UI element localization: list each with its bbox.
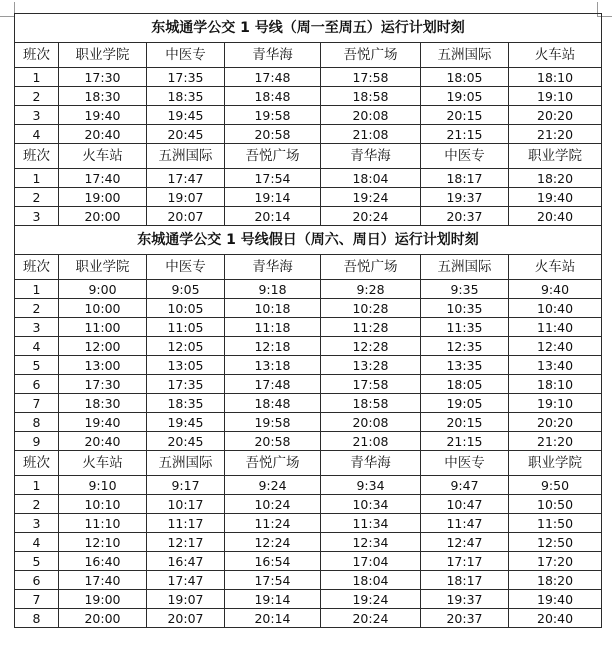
column-header: 青华海 [321, 144, 421, 169]
column-header: 火车站 [59, 451, 147, 476]
departure-time-cell: 18:05 [421, 68, 509, 87]
departure-time-cell: 19:58 [225, 106, 321, 125]
departure-time-cell: 20:24 [321, 609, 421, 628]
departure-time-cell: 13:05 [147, 356, 225, 375]
trip-number-cell: 3 [15, 514, 59, 533]
departure-time-cell: 18:04 [321, 571, 421, 590]
table-row [15, 169, 602, 188]
timetable-body [15, 14, 602, 628]
departure-time-cell: 20:20 [509, 106, 602, 125]
departure-time-cell: 12:47 [421, 533, 509, 552]
departure-time-cell: 10:28 [321, 299, 421, 318]
departure-time-cell: 9:24 [225, 476, 321, 495]
departure-time-cell: 11:47 [421, 514, 509, 533]
trip-number-cell: 5 [15, 552, 59, 571]
trip-number-cell: 4 [15, 125, 59, 144]
table-row [15, 87, 602, 106]
column-header: 中医专 [421, 144, 509, 169]
table-row [15, 514, 602, 533]
departure-time-cell: 11:28 [321, 318, 421, 337]
departure-time-cell: 20:20 [509, 413, 602, 432]
section-title-row [15, 14, 602, 43]
trip-number-cell: 2 [15, 495, 59, 514]
departure-time-cell: 20:00 [59, 609, 147, 628]
departure-time-cell: 20:45 [147, 125, 225, 144]
column-header: 五洲国际 [421, 43, 509, 68]
departure-time-cell: 19:14 [225, 590, 321, 609]
departure-time-cell: 17:54 [225, 571, 321, 590]
departure-time-cell: 20:15 [421, 413, 509, 432]
departure-time-cell: 21:20 [509, 125, 602, 144]
departure-time-cell: 9:40 [509, 280, 602, 299]
trip-number-cell: 7 [15, 590, 59, 609]
departure-time-cell: 16:40 [59, 552, 147, 571]
departure-time-cell: 10:47 [421, 495, 509, 514]
trip-number-cell: 8 [15, 609, 59, 628]
departure-time-cell: 17:20 [509, 552, 602, 571]
departure-time-cell: 18:04 [321, 169, 421, 188]
departure-time-cell: 17:35 [147, 68, 225, 87]
departure-time-cell: 17:48 [225, 68, 321, 87]
table-row [15, 188, 602, 207]
departure-time-cell: 12:00 [59, 337, 147, 356]
departure-time-cell: 18:10 [509, 68, 602, 87]
departure-time-cell: 19:45 [147, 413, 225, 432]
departure-time-cell: 11:05 [147, 318, 225, 337]
column-header: 青华海 [321, 451, 421, 476]
departure-time-cell: 12:34 [321, 533, 421, 552]
section-title: 东城通学公交 1 号线假日（周六、周日）运行计划时刻 [15, 226, 602, 255]
departure-time-cell: 18:48 [225, 87, 321, 106]
departure-time-cell: 21:08 [321, 432, 421, 451]
departure-time-cell: 18:58 [321, 87, 421, 106]
table-row [15, 394, 602, 413]
trip-number-cell: 4 [15, 533, 59, 552]
trip-number-cell: 1 [15, 68, 59, 87]
table-row [15, 318, 602, 337]
departure-time-cell: 11:24 [225, 514, 321, 533]
column-header: 班次 [15, 144, 59, 169]
departure-time-cell: 18:48 [225, 394, 321, 413]
departure-time-cell: 17:58 [321, 375, 421, 394]
departure-time-cell: 19:40 [509, 188, 602, 207]
departure-time-cell: 18:35 [147, 394, 225, 413]
column-header: 火车站 [59, 144, 147, 169]
departure-time-cell: 12:18 [225, 337, 321, 356]
departure-time-cell: 19:58 [225, 413, 321, 432]
departure-time-cell: 12:40 [509, 337, 602, 356]
departure-time-cell: 20:08 [321, 106, 421, 125]
departure-time-cell: 12:50 [509, 533, 602, 552]
departure-time-cell: 20:45 [147, 432, 225, 451]
trip-number-cell: 4 [15, 337, 59, 356]
departure-time-cell: 12:10 [59, 533, 147, 552]
departure-time-cell: 17:40 [59, 169, 147, 188]
departure-time-cell: 11:50 [509, 514, 602, 533]
table-row [15, 337, 602, 356]
departure-time-cell: 19:10 [509, 87, 602, 106]
departure-time-cell: 20:40 [59, 432, 147, 451]
departure-time-cell: 17:54 [225, 169, 321, 188]
table-row [15, 590, 602, 609]
column-header: 吾悦广场 [225, 451, 321, 476]
departure-time-cell: 12:05 [147, 337, 225, 356]
departure-time-cell: 10:18 [225, 299, 321, 318]
trip-number-cell: 3 [15, 318, 59, 337]
departure-time-cell: 10:17 [147, 495, 225, 514]
trip-number-cell: 1 [15, 169, 59, 188]
table-row [15, 356, 602, 375]
column-header: 中医专 [147, 255, 225, 280]
column-header-row [15, 451, 602, 476]
column-header: 中医专 [421, 451, 509, 476]
column-header: 班次 [15, 43, 59, 68]
departure-time-cell: 10:50 [509, 495, 602, 514]
departure-time-cell: 10:34 [321, 495, 421, 514]
departure-time-cell: 17:17 [421, 552, 509, 571]
departure-time-cell: 19:00 [59, 188, 147, 207]
departure-time-cell: 11:10 [59, 514, 147, 533]
departure-time-cell: 20:07 [147, 609, 225, 628]
departure-time-cell: 19:37 [421, 590, 509, 609]
departure-time-cell: 19:24 [321, 188, 421, 207]
table-row [15, 299, 602, 318]
departure-time-cell: 10:10 [59, 495, 147, 514]
trip-number-cell: 1 [15, 476, 59, 495]
departure-time-cell: 13:40 [509, 356, 602, 375]
table-row [15, 533, 602, 552]
departure-time-cell: 17:48 [225, 375, 321, 394]
departure-time-cell: 20:24 [321, 207, 421, 226]
departure-time-cell: 19:05 [421, 87, 509, 106]
departure-time-cell: 16:54 [225, 552, 321, 571]
column-header: 五洲国际 [147, 451, 225, 476]
section-title: 东城通学公交 1 号线（周一至周五）运行计划时刻 [15, 14, 602, 43]
departure-time-cell: 11:35 [421, 318, 509, 337]
departure-time-cell: 20:40 [509, 207, 602, 226]
departure-time-cell: 19:10 [509, 394, 602, 413]
column-header: 青华海 [225, 43, 321, 68]
column-header-row [15, 144, 602, 169]
departure-time-cell: 9:50 [509, 476, 602, 495]
departure-time-cell: 20:08 [321, 413, 421, 432]
column-header: 青华海 [225, 255, 321, 280]
table-row [15, 609, 602, 628]
departure-time-cell: 20:40 [59, 125, 147, 144]
departure-time-cell: 9:17 [147, 476, 225, 495]
table-row [15, 495, 602, 514]
table-row [15, 68, 602, 87]
departure-time-cell: 18:10 [509, 375, 602, 394]
departure-time-cell: 21:15 [421, 432, 509, 451]
departure-time-cell: 20:07 [147, 207, 225, 226]
departure-time-cell: 11:18 [225, 318, 321, 337]
bus-timetable [14, 13, 602, 628]
departure-time-cell: 19:00 [59, 590, 147, 609]
departure-time-cell: 18:20 [509, 571, 602, 590]
departure-time-cell: 17:47 [147, 169, 225, 188]
departure-time-cell: 9:10 [59, 476, 147, 495]
departure-time-cell: 18:30 [59, 87, 147, 106]
departure-time-cell: 20:58 [225, 432, 321, 451]
departure-time-cell: 9:05 [147, 280, 225, 299]
table-row [15, 476, 602, 495]
departure-time-cell: 16:47 [147, 552, 225, 571]
departure-time-cell: 19:24 [321, 590, 421, 609]
departure-time-cell: 19:05 [421, 394, 509, 413]
departure-time-cell: 10:35 [421, 299, 509, 318]
trip-number-cell: 6 [15, 375, 59, 394]
departure-time-cell: 17:30 [59, 68, 147, 87]
departure-time-cell: 21:15 [421, 125, 509, 144]
departure-time-cell: 17:58 [321, 68, 421, 87]
trip-number-cell: 2 [15, 188, 59, 207]
trip-number-cell: 8 [15, 413, 59, 432]
departure-time-cell: 9:00 [59, 280, 147, 299]
column-header-row [15, 43, 602, 68]
departure-time-cell: 20:40 [509, 609, 602, 628]
trip-number-cell: 9 [15, 432, 59, 451]
departure-time-cell: 11:40 [509, 318, 602, 337]
departure-time-cell: 12:17 [147, 533, 225, 552]
table-row [15, 375, 602, 394]
departure-time-cell: 19:40 [59, 106, 147, 125]
table-row [15, 125, 602, 144]
trip-number-cell: 2 [15, 299, 59, 318]
departure-time-cell: 19:40 [509, 590, 602, 609]
page-corner-mark-left [0, 2, 15, 17]
departure-time-cell: 17:47 [147, 571, 225, 590]
trip-number-cell: 1 [15, 280, 59, 299]
column-header: 火车站 [509, 43, 602, 68]
departure-time-cell: 11:17 [147, 514, 225, 533]
departure-time-cell: 18:17 [421, 571, 509, 590]
departure-time-cell: 18:58 [321, 394, 421, 413]
departure-time-cell: 17:40 [59, 571, 147, 590]
departure-time-cell: 11:00 [59, 318, 147, 337]
column-header: 火车站 [509, 255, 602, 280]
departure-time-cell: 20:58 [225, 125, 321, 144]
column-header: 班次 [15, 451, 59, 476]
departure-time-cell: 18:05 [421, 375, 509, 394]
departure-time-cell: 13:18 [225, 356, 321, 375]
departure-time-cell: 20:14 [225, 207, 321, 226]
departure-time-cell: 20:15 [421, 106, 509, 125]
column-header: 班次 [15, 255, 59, 280]
column-header: 职业学院 [59, 255, 147, 280]
departure-time-cell: 19:07 [147, 188, 225, 207]
trip-number-cell: 5 [15, 356, 59, 375]
column-header: 职业学院 [509, 451, 602, 476]
trip-number-cell: 3 [15, 106, 59, 125]
column-header: 吾悦广场 [225, 144, 321, 169]
departure-time-cell: 12:24 [225, 533, 321, 552]
departure-time-cell: 19:14 [225, 188, 321, 207]
departure-time-cell: 17:30 [59, 375, 147, 394]
departure-time-cell: 20:37 [421, 609, 509, 628]
departure-time-cell: 17:04 [321, 552, 421, 571]
departure-time-cell: 20:37 [421, 207, 509, 226]
departure-time-cell: 18:30 [59, 394, 147, 413]
departure-time-cell: 13:00 [59, 356, 147, 375]
departure-time-cell: 11:34 [321, 514, 421, 533]
departure-time-cell: 18:17 [421, 169, 509, 188]
column-header: 职业学院 [59, 43, 147, 68]
departure-time-cell: 9:35 [421, 280, 509, 299]
column-header-row [15, 255, 602, 280]
departure-time-cell: 12:28 [321, 337, 421, 356]
column-header: 中医专 [147, 43, 225, 68]
trip-number-cell: 2 [15, 87, 59, 106]
departure-time-cell: 18:35 [147, 87, 225, 106]
departure-time-cell: 19:40 [59, 413, 147, 432]
column-header: 吾悦广场 [321, 43, 421, 68]
departure-time-cell: 13:28 [321, 356, 421, 375]
table-row [15, 280, 602, 299]
table-row [15, 432, 602, 451]
departure-time-cell: 10:24 [225, 495, 321, 514]
departure-time-cell: 10:40 [509, 299, 602, 318]
table-row [15, 207, 602, 226]
table-row [15, 413, 602, 432]
departure-time-cell: 10:00 [59, 299, 147, 318]
departure-time-cell: 18:20 [509, 169, 602, 188]
column-header: 吾悦广场 [321, 255, 421, 280]
column-header: 职业学院 [509, 144, 602, 169]
departure-time-cell: 13:35 [421, 356, 509, 375]
departure-time-cell: 19:37 [421, 188, 509, 207]
section-title-row [15, 226, 602, 255]
trip-number-cell: 7 [15, 394, 59, 413]
trip-number-cell: 3 [15, 207, 59, 226]
column-header: 五洲国际 [147, 144, 225, 169]
departure-time-cell: 19:45 [147, 106, 225, 125]
trip-number-cell: 6 [15, 571, 59, 590]
table-row [15, 106, 602, 125]
departure-time-cell: 9:47 [421, 476, 509, 495]
table-row [15, 552, 602, 571]
departure-time-cell: 12:35 [421, 337, 509, 356]
column-header: 五洲国际 [421, 255, 509, 280]
departure-time-cell: 21:20 [509, 432, 602, 451]
departure-time-cell: 19:07 [147, 590, 225, 609]
departure-time-cell: 9:34 [321, 476, 421, 495]
departure-time-cell: 17:35 [147, 375, 225, 394]
departure-time-cell: 21:08 [321, 125, 421, 144]
departure-time-cell: 10:05 [147, 299, 225, 318]
departure-time-cell: 9:28 [321, 280, 421, 299]
departure-time-cell: 9:18 [225, 280, 321, 299]
departure-time-cell: 20:00 [59, 207, 147, 226]
table-row [15, 571, 602, 590]
departure-time-cell: 20:14 [225, 609, 321, 628]
